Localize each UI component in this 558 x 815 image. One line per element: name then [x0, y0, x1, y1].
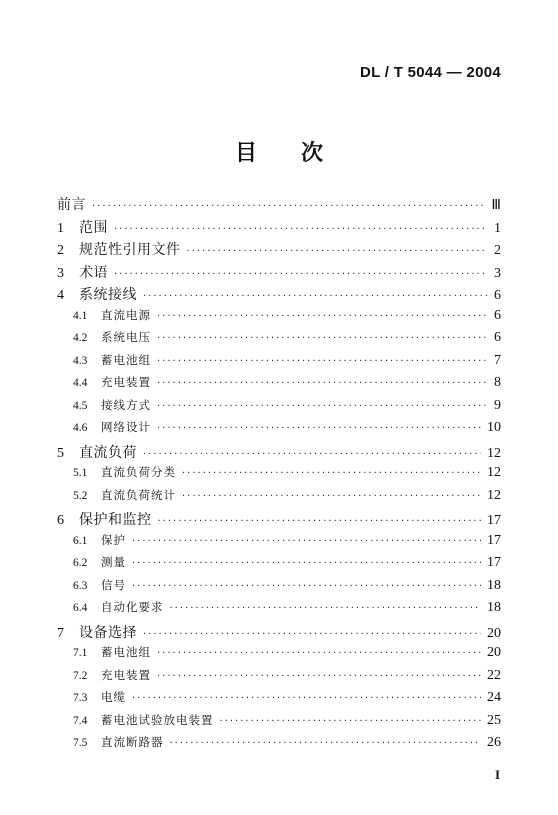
dot-leader: [157, 423, 481, 434]
toc-entry-title: 范围: [79, 219, 108, 236]
toc-entry-title: 直流电源: [101, 307, 151, 322]
toc-entry[interactable]: [57, 577, 501, 600]
table-of-contents: [57, 194, 501, 757]
toc-entry[interactable]: [57, 599, 501, 622]
toc-entry-page: 25: [487, 712, 501, 728]
toc-entry-title: 充电装置: [101, 667, 151, 682]
toc-entry[interactable]: [57, 329, 501, 352]
dot-leader: [132, 558, 481, 569]
dot-leader: [143, 449, 481, 460]
toc-entry-number: 4: [57, 288, 64, 303]
dot-leader: [157, 311, 488, 322]
toc-entry-page: 12: [487, 487, 501, 503]
toc-entry-page: 17: [487, 532, 501, 548]
dot-leader: [157, 378, 488, 389]
toc-entry-number: 6: [57, 513, 64, 528]
toc-entry-page: 22: [487, 667, 501, 683]
toc-entry-title: 保护和监控: [79, 512, 152, 528]
dot-leader: [114, 224, 488, 235]
toc-entry[interactable]: [57, 262, 501, 285]
toc-entry-page: 26: [487, 735, 501, 750]
toc-entry-title: 蓄电池组: [101, 352, 151, 367]
toc-entry-title: 蓄电池试验放电装置: [101, 712, 214, 727]
toc-entry-page: 7: [494, 352, 501, 368]
toc-entry-number: 5.1: [73, 467, 88, 479]
toc-entry-number: 6.1: [73, 534, 88, 547]
dot-leader: [220, 716, 482, 727]
toc-entry-page: 6: [494, 330, 501, 345]
toc-entry-page: 24: [487, 690, 501, 705]
dot-leader: [132, 693, 481, 704]
toc-entry-page: 12: [487, 465, 501, 480]
toc-entry[interactable]: [57, 509, 501, 532]
toc-entry-number: 7.1: [73, 647, 88, 659]
toc-entry[interactable]: [57, 532, 501, 555]
toc-entry[interactable]: [57, 307, 501, 330]
toc-entry-title: 设备选择: [79, 624, 137, 641]
dot-leader: [187, 246, 489, 257]
toc-entry-number: 3: [57, 265, 64, 281]
toc-entry[interactable]: [57, 622, 501, 645]
toc-entry-title: 术语: [79, 264, 108, 281]
toc-entry-number: 4.6: [73, 422, 88, 434]
toc-entry-page: 6: [494, 288, 501, 303]
toc-entry-page: 17: [487, 513, 501, 528]
toc-entry-number: 4.1: [73, 309, 88, 322]
toc-entry-title: 测量: [101, 555, 126, 569]
toc-entry-number: 7.2: [73, 669, 88, 682]
toc-entry-number: 4.5: [73, 399, 88, 412]
dot-leader: [170, 738, 482, 749]
toc-entry-title: 电缆: [101, 690, 126, 704]
toc-entry-title: 信号: [101, 577, 126, 592]
toc-entry-page: 8: [494, 375, 501, 390]
toc-entry[interactable]: [57, 217, 501, 240]
dot-leader: [157, 671, 481, 682]
toc-entry-title: 蓄电池组: [101, 645, 151, 659]
toc-entry-page: 9: [494, 397, 501, 413]
toc-entry-number: 5.2: [73, 489, 88, 502]
dot-leader: [114, 269, 488, 280]
toc-entry-number: 7.4: [73, 714, 88, 727]
dot-leader: [157, 401, 488, 412]
toc-entry-number: 4.3: [73, 354, 88, 367]
toc-entry-page: 18: [487, 577, 501, 593]
page-number: I: [494, 767, 500, 782]
toc-entry-number: 4.2: [73, 332, 88, 344]
toc-entry-page: 18: [487, 600, 501, 615]
dot-leader: [132, 581, 481, 592]
toc-entry-number: 2: [57, 243, 64, 258]
toc-entry-number: 4.4: [73, 377, 88, 389]
toc-title: 目 次: [234, 141, 323, 166]
toc-entry[interactable]: [57, 442, 501, 465]
toc-entry-title: 自动化要求: [101, 600, 164, 614]
toc-entry[interactable]: [57, 667, 501, 690]
dot-leader: [158, 516, 482, 527]
toc-entry[interactable]: [57, 239, 501, 262]
dot-leader: [143, 291, 488, 302]
dot-leader: [157, 356, 488, 367]
dot-leader: [92, 201, 485, 212]
toc-entry-title: 前言: [57, 197, 86, 213]
dot-leader: [157, 648, 481, 659]
toc-entry-title: 直流负荷分类: [101, 465, 176, 479]
toc-entry[interactable]: [57, 284, 501, 307]
toc-entry-title: 直流负荷统计: [101, 487, 176, 502]
toc-entry-page: 1: [494, 220, 501, 236]
toc-entry[interactable]: [57, 644, 501, 667]
toc-entry[interactable]: [57, 734, 501, 757]
toc-entry-title: 规范性引用文件: [79, 242, 181, 258]
standard-code: DL / T 5044 — 2004: [359, 64, 501, 81]
toc-entry-page: 6: [494, 307, 501, 323]
toc-entry-page: 17: [487, 555, 501, 570]
dot-leader: [170, 603, 482, 614]
toc-entry-number: 6.4: [73, 602, 88, 614]
toc-entry-title: 系统接线: [79, 287, 137, 303]
toc-entry-number: 1: [57, 220, 64, 236]
toc-entry-title: 系统电压: [101, 330, 151, 344]
toc-entry[interactable]: [57, 374, 501, 397]
toc-entry-page: 20: [487, 625, 501, 641]
toc-entry-title: 直流断路器: [101, 735, 164, 749]
dot-leader: [182, 491, 481, 502]
toc-entry-page: 10: [487, 420, 501, 435]
toc-entry[interactable]: [57, 419, 501, 442]
toc-entry[interactable]: [57, 712, 501, 735]
toc-entry-title: 保护: [101, 532, 126, 547]
toc-entry-title: 充电装置: [101, 375, 151, 389]
toc-entry-number: 7.3: [73, 692, 88, 704]
toc-entry-title: 网络设计: [101, 420, 151, 434]
dot-leader: [143, 629, 481, 640]
toc-entry-page: Ⅲ: [491, 198, 501, 213]
toc-entry-page: 20: [487, 645, 501, 660]
toc-entry-number: 7.5: [73, 737, 88, 749]
toc-entry[interactable]: [57, 487, 501, 510]
toc-entry[interactable]: [57, 194, 501, 217]
toc-entry-page: 12: [487, 445, 501, 461]
toc-entry[interactable]: [57, 352, 501, 375]
toc-entry-page: 2: [494, 243, 501, 258]
toc-entry[interactable]: [57, 554, 501, 577]
toc-entry[interactable]: [57, 689, 501, 712]
toc-entry-number: 5: [57, 445, 64, 461]
toc-entry-page: 3: [494, 265, 501, 281]
toc-entry-title: 接线方式: [101, 397, 151, 412]
toc-entry[interactable]: [57, 464, 501, 487]
toc-entry-number: 6.2: [73, 557, 88, 569]
toc-entry-title: 直流负荷: [79, 444, 137, 461]
dot-leader: [157, 333, 488, 344]
dot-leader: [182, 468, 481, 479]
toc-entry-number: 7: [57, 625, 64, 641]
toc-entry-number: 6.3: [73, 579, 88, 592]
toc-entry[interactable]: [57, 397, 501, 420]
dot-leader: [132, 536, 481, 547]
